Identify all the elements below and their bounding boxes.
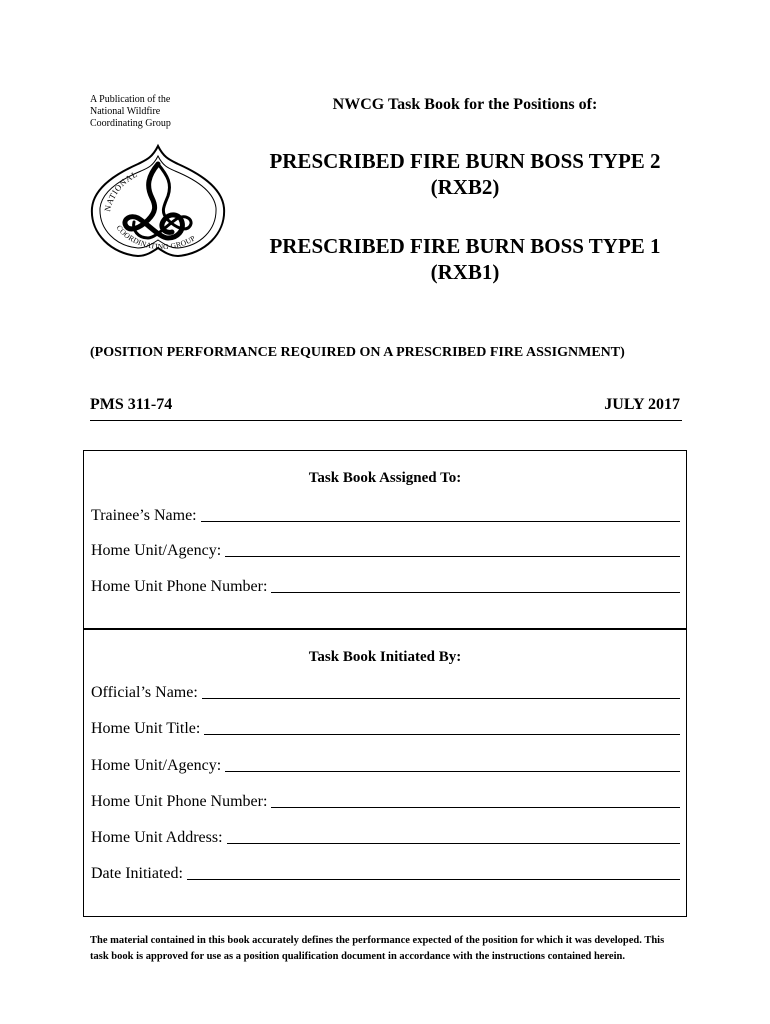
trainee-phone-field[interactable] bbox=[91, 578, 680, 596]
header-divider bbox=[90, 420, 682, 421]
official-phone-field[interactable] bbox=[91, 793, 680, 811]
svg-text:WILDFIRE bbox=[86, 142, 90, 144]
logo-top-text: NATIONAL bbox=[102, 168, 140, 213]
position-2-title bbox=[260, 233, 670, 285]
official-agency-input[interactable] bbox=[225, 757, 680, 772]
document-date: JULY 2017 bbox=[604, 396, 680, 413]
official-name-input[interactable] bbox=[202, 684, 680, 699]
svg-text:NATIONAL bbox=[102, 169, 139, 213]
trainee-agency-input[interactable] bbox=[225, 542, 680, 557]
logo-bottom-text: COORDINATING GROUP bbox=[114, 223, 197, 252]
field-label: Home Unit Phone Number: bbox=[91, 793, 268, 810]
assignment-box bbox=[83, 450, 687, 917]
field-label: Home Unit/Agency: bbox=[91, 757, 222, 774]
publisher-line-1: A Publication of the bbox=[90, 94, 171, 105]
official-phone-input[interactable] bbox=[271, 793, 680, 808]
approval-statement: The material contained in this book accurately defines the performance expected of the position for which it was developed. This task book is approved for use as a position qualification document in accordance with the instructions contained herein. bbox=[90, 935, 665, 962]
trainee-phone-input[interactable] bbox=[271, 578, 680, 593]
position-1-code: (RXB2) bbox=[430, 175, 500, 199]
initiated-section-title: Task Book Initiated By: bbox=[308, 649, 462, 665]
field-label: Date Initiated: bbox=[91, 865, 183, 882]
document-number: PMS 311-74 bbox=[90, 396, 173, 413]
field-label: Home Unit/Agency: bbox=[91, 542, 222, 559]
trainee-name-input[interactable] bbox=[201, 507, 680, 522]
position-1-name: PRESCRIBED FIRE BURN BOSS TYPE 2 bbox=[269, 149, 661, 173]
task-book-subtitle: NWCG Task Book for the Positions of: bbox=[332, 96, 598, 113]
field-label: Home Unit Address: bbox=[91, 829, 223, 846]
field-label: Home Unit Phone Number: bbox=[91, 578, 268, 595]
nwcg-flame-seal-icon bbox=[86, 142, 231, 262]
field-label: Official’s Name: bbox=[91, 684, 198, 701]
publisher-note bbox=[90, 94, 200, 130]
official-title-field[interactable] bbox=[91, 720, 680, 738]
date-initiated-input[interactable] bbox=[187, 865, 680, 880]
trainee-agency-field[interactable] bbox=[91, 542, 680, 560]
field-label: Home Unit Title: bbox=[91, 720, 201, 737]
trainee-name-field[interactable] bbox=[91, 507, 680, 525]
logo-right-text bbox=[86, 142, 90, 144]
performance-note: (POSITION PERFORMANCE REQUIRED ON A PRESCRIBED FIRE ASSIGNMENT) bbox=[90, 345, 625, 360]
position-1-title bbox=[260, 148, 670, 200]
section-divider bbox=[84, 628, 686, 630]
assigned-section-title: Task Book Assigned To: bbox=[308, 470, 462, 486]
field-label: Trainee’s Name: bbox=[91, 507, 197, 524]
date-initiated-field[interactable] bbox=[91, 865, 680, 883]
official-address-input[interactable] bbox=[227, 829, 680, 844]
publisher-line-2: National Wildfire bbox=[90, 106, 161, 117]
position-2-code: (RXB1) bbox=[430, 260, 500, 284]
official-title-input[interactable] bbox=[204, 720, 680, 735]
official-name-field[interactable] bbox=[91, 684, 680, 702]
official-agency-field[interactable] bbox=[91, 757, 680, 775]
position-2-name: PRESCRIBED FIRE BURN BOSS TYPE 1 bbox=[269, 234, 661, 258]
official-address-field[interactable] bbox=[91, 829, 680, 847]
nwcg-logo bbox=[86, 142, 231, 262]
publisher-line-3: Coordinating Group bbox=[90, 118, 171, 129]
